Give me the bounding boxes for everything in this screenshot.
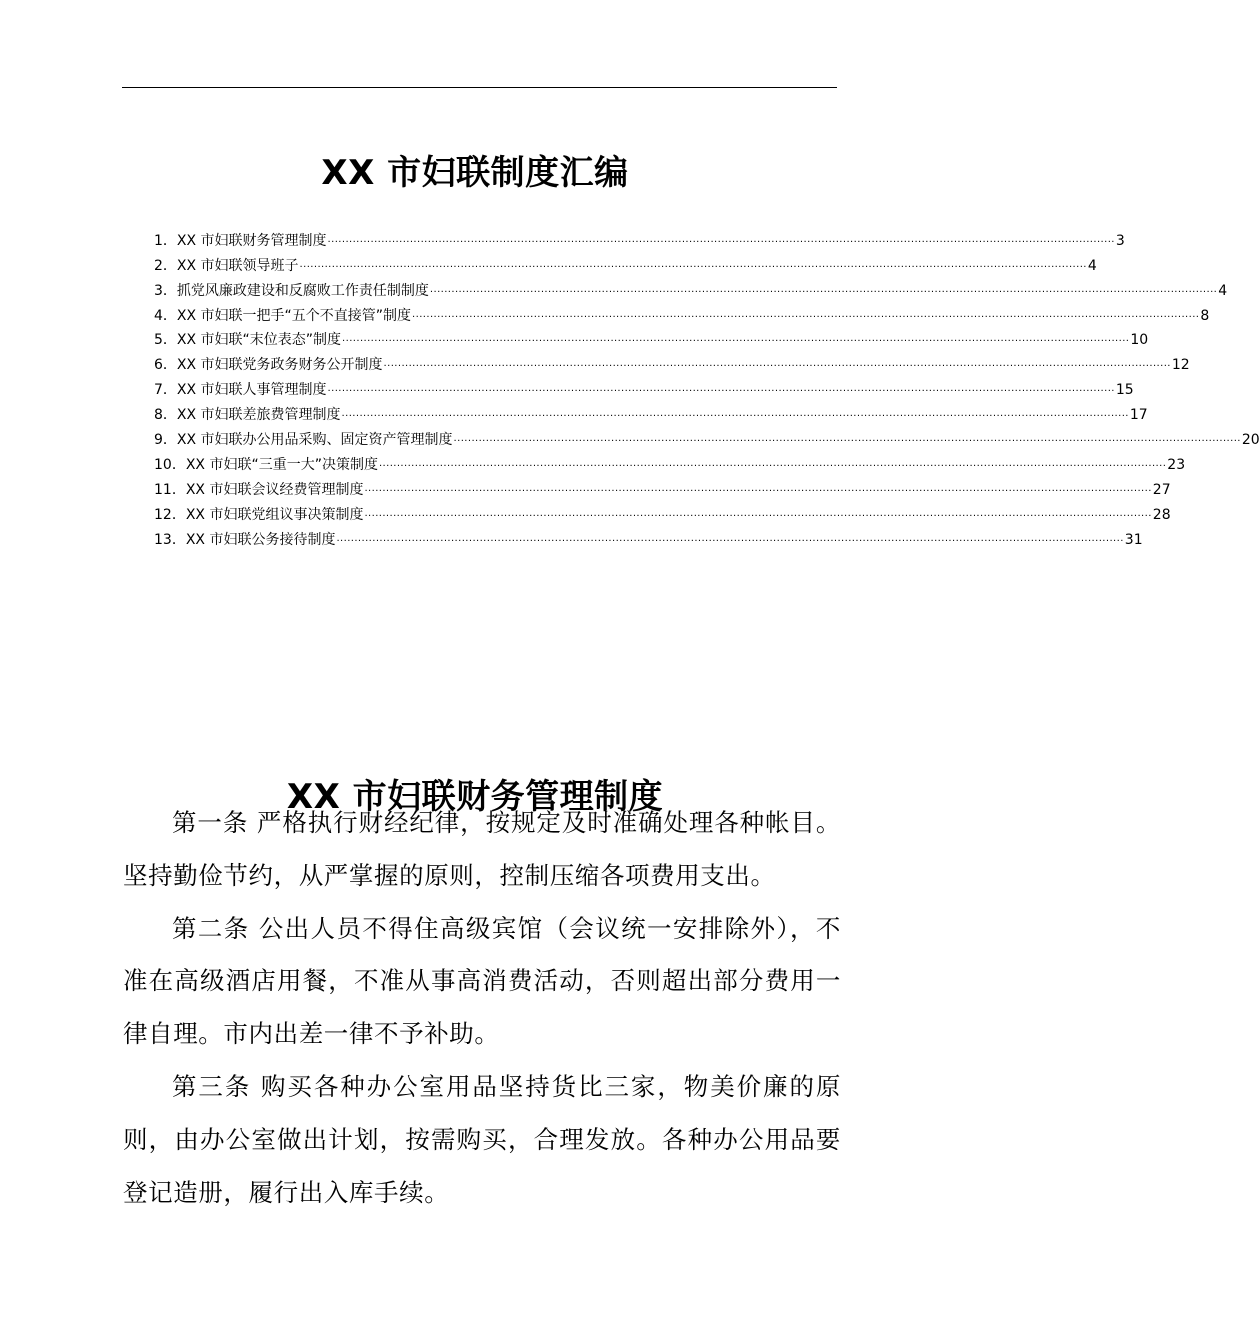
section-title: XX 市妇联财务管理制度 [286,777,664,818]
toc-entry-page: 17 [1129,407,1148,424]
table-of-contents [154,226,1260,550]
toc-entry-label: 2．XX 市妇联领导班子 [154,257,299,274]
toc-entry-page: 20 [1241,432,1260,449]
toc-entry[interactable] [154,500,1171,525]
toc-entry-page: 8 [1200,307,1210,324]
toc-dot-leader: ............................................................................................................................................................................................................................ [299,258,1087,270]
toc-entry-page: 27 [1152,481,1171,498]
toc-dot-leader: ............................................................................................................................................................................................................................ [327,233,1115,245]
toc-entry-page: 28 [1152,506,1171,523]
article-paragraph: 第一条 严格执行财经纪律，按规定及时准确处理各种帐目。坚持勤俭节约，从严掌握的原则，控制压缩各项费用支出。 [123,808,841,890]
toc-entry[interactable] [154,375,1134,400]
toc-dot-leader: ............................................................................................................................................................................................................................ [383,358,1171,370]
toc-dot-leader: ............................................................................................................................................................................................................................ [429,283,1218,295]
toc-entry-label: 4．XX 市妇联一把手“五个不直接管”制度 [154,307,412,324]
section-body [123,797,841,1219]
toc-entry-label: 12．XX 市妇联党组议事决策制度 [154,506,364,523]
toc-entry-page: 4 [1218,282,1228,299]
toc-entry-label: 8．XX 市妇联差旅费管理制度 [154,407,341,424]
toc-entry-label: 7．XX 市妇联人事管理制度 [154,382,327,399]
article-paragraph: 第三条 购买各种办公室用品坚持货比三家，物美价廉的原则，由办公室做出计划，按需购买，合理发放。各种办公用品要登记造册，履行出入库手续。 [123,1071,841,1207]
toc-dot-leader: ............................................................................................................................................................................................................................ [364,482,1152,494]
toc-entry[interactable] [154,350,1190,375]
toc-entry[interactable] [154,326,1149,351]
toc-entry[interactable] [154,226,1125,251]
toc-entry-page: 3 [1115,232,1125,249]
toc-entry-page: 4 [1087,257,1097,274]
toc-entry[interactable] [154,525,1143,550]
toc-entry[interactable] [154,276,1228,301]
toc-entry-label: 11．XX 市妇联会议经费管理制度 [154,481,364,498]
toc-entry-label: 10．XX 市妇联“三重一大”决策制度 [154,456,378,473]
toc-entry-label: 1．XX 市妇联财务管理制度 [154,232,327,249]
toc-entry-page: 31 [1124,531,1143,548]
toc-dot-leader: ............................................................................................................................................................................................................................ [412,308,1200,320]
toc-entry[interactable] [154,301,1210,326]
article-paragraph: 第二条 公出人员不得住高级宾馆（会议统一安排除外），不准在高级酒店用餐，不准从事高消费活动，否则超出部分费用一律自理。市内出差一律不予补助。 [123,913,841,1049]
toc-entry-page: 10 [1130,332,1149,349]
toc-entry[interactable] [154,450,1186,475]
toc-entry-label: 5．XX 市妇联“末位表态”制度 [154,332,342,349]
toc-dot-leader: ............................................................................................................................................................................................................................ [364,507,1152,519]
toc-dot-leader: ............................................................................................................................................................................................................................ [327,383,1115,395]
toc-entry-page: 23 [1167,456,1186,473]
toc-dot-leader: ............................................................................................................................................................................................................................ [378,457,1167,469]
toc-dot-leader: ............................................................................................................................................................................................................................ [453,433,1241,445]
toc-entry[interactable] [154,475,1171,500]
toc-dot-leader: ............................................................................................................................................................................................................................ [341,408,1129,420]
toc-entry[interactable] [154,251,1097,276]
toc-entry[interactable] [154,425,1260,450]
header-rule [122,87,837,88]
toc-dot-leader: ............................................................................................................................................................................................................................ [336,532,1124,544]
toc-entry-page: 15 [1115,382,1134,399]
toc-entry-label: 9．XX 市妇联办公用品采购、固定资产管理制度 [154,432,453,449]
toc-entry-label: 13．XX 市妇联公务接待制度 [154,531,336,548]
toc-entry-label: 3．抓党风廉政建设和反腐败工作责任制制度 [154,282,429,299]
toc-dot-leader: ............................................................................................................................................................................................................................ [342,333,1130,345]
document-title: XX 市妇联制度汇编 [321,152,629,193]
toc-entry[interactable] [154,400,1148,425]
toc-entry-label: 6．XX 市妇联党务政务财务公开制度 [154,357,383,374]
toc-entry-page: 12 [1171,357,1190,374]
